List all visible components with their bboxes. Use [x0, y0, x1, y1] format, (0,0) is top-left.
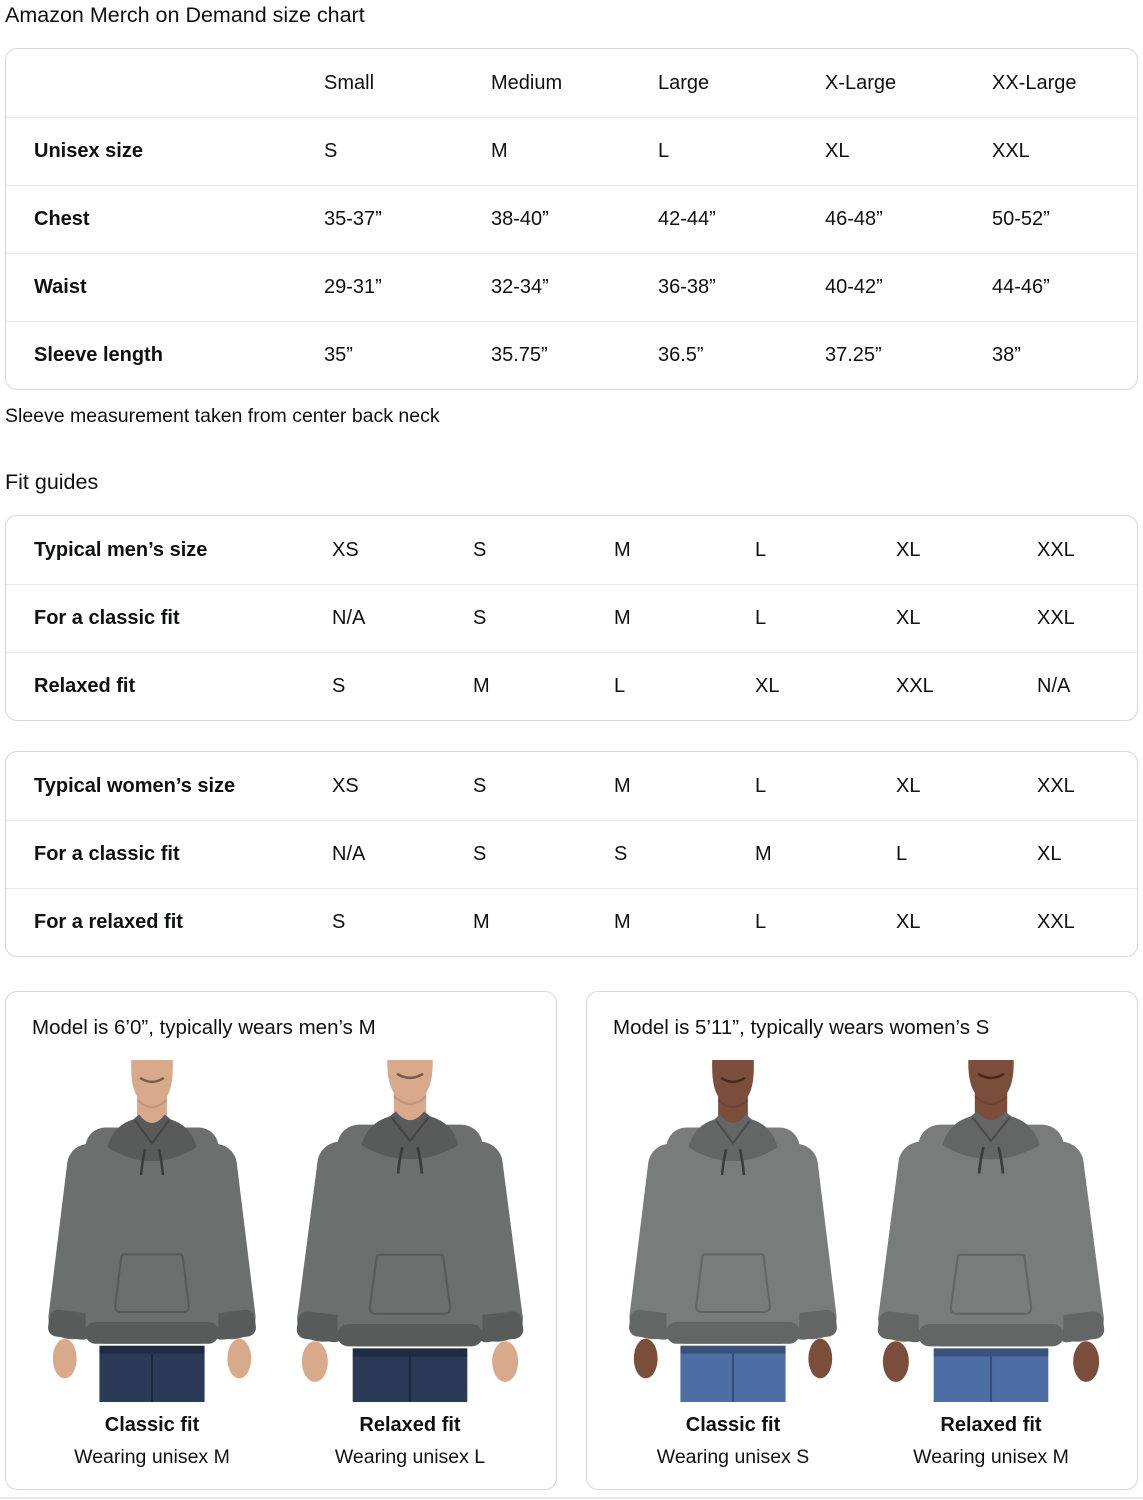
figures-row [609, 1060, 1115, 1469]
table-row-typical-womens-size [6, 752, 1137, 820]
size-cell: 36-38” [658, 276, 716, 298]
size-cell: L [658, 140, 670, 162]
fit-type-label: Relaxed fit [940, 1414, 1042, 1437]
size-cell: 35.75” [491, 344, 548, 366]
size-cell: S [473, 607, 487, 629]
size-cell: XS [332, 538, 359, 561]
size-cell: M [473, 675, 490, 697]
row-label: Unisex size [34, 140, 143, 162]
size-cell: L [755, 607, 767, 629]
size-cell: XS [332, 774, 359, 797]
size-cell: N/A [332, 843, 366, 865]
model-figure-relaxed [286, 1060, 534, 1469]
row-label: Typical women’s size [34, 774, 236, 797]
model-photo-relaxed [867, 1060, 1115, 1402]
column-header-small: Small [324, 71, 375, 94]
fit-guide-men-table [5, 515, 1138, 721]
size-cell: 46-48” [825, 208, 883, 230]
size-cell: M [473, 911, 490, 933]
table-row-typical-mens-size [6, 516, 1137, 584]
size-cell: 32-34” [491, 276, 549, 298]
size-cell: S [473, 538, 487, 561]
size-cell: 29-31” [324, 276, 382, 298]
fit-type-label: Relaxed fit [359, 1414, 461, 1437]
table-row-men-relaxed-fit [6, 652, 1137, 720]
model-figure-relaxed [867, 1060, 1115, 1469]
model-photo-relaxed [286, 1060, 534, 1402]
size-cell: S [332, 911, 346, 933]
size-cell: XL [896, 774, 921, 797]
size-cell: XL [896, 607, 921, 629]
table-row-waist [6, 253, 1137, 321]
table-row-unisex-size [6, 117, 1137, 185]
size-cell: XXL [1037, 774, 1075, 797]
size-cell: XXL [1037, 911, 1075, 933]
size-cell: 35-37” [324, 208, 382, 230]
model-figure-classic [609, 1060, 857, 1469]
row-label: Sleeve length [34, 344, 163, 366]
page-title: Amazon Merch on Demand size chart [5, 3, 365, 27]
size-cell: XL [825, 140, 850, 162]
size-cell: L [755, 774, 767, 797]
size-cell: 37.25” [825, 344, 882, 366]
table-row-sleeve-length [6, 321, 1137, 389]
size-cell: M [614, 538, 631, 561]
size-cell: XL [896, 538, 921, 561]
row-label: Chest [34, 208, 90, 230]
column-header-xx-large: XX-Large [992, 71, 1077, 94]
size-cell: M [614, 607, 631, 629]
row-label: Waist [34, 276, 87, 298]
model-figure-classic [28, 1060, 276, 1469]
table-row-women-classic-fit [6, 820, 1137, 888]
model-photo-classic [609, 1060, 857, 1402]
model-panel-men [5, 991, 557, 1490]
size-cell: L [614, 675, 626, 697]
size-cell: XXL [992, 140, 1030, 162]
wearing-label: Wearing unisex M [74, 1446, 230, 1469]
sleeve-note: Sleeve measurement taken from center back neck [5, 405, 440, 427]
size-cell: XXL [1037, 607, 1075, 629]
size-cell: 44-46” [992, 276, 1050, 298]
fit-type-label: Classic fit [685, 1414, 781, 1437]
size-cell: 50-52” [992, 208, 1050, 230]
size-cell: M [614, 911, 631, 933]
size-cell: M [755, 843, 772, 865]
size-cell: 38-40” [491, 208, 549, 230]
size-cell: XL [755, 675, 780, 697]
model-photo-classic [28, 1060, 276, 1402]
size-cell: XL [896, 911, 921, 933]
model-panels [5, 991, 1138, 1490]
row-label: Typical men’s size [34, 538, 208, 561]
row-label: Relaxed fit [34, 675, 136, 697]
row-label: For a relaxed fit [34, 911, 183, 933]
size-cell: S [473, 774, 487, 797]
size-cell: L [755, 911, 767, 933]
size-cell: L [755, 538, 767, 561]
size-cell: XXL [896, 675, 934, 697]
size-cell: 36.5” [658, 344, 704, 366]
size-cell: M [614, 774, 631, 797]
size-cell: 40-42” [825, 276, 883, 298]
size-cell: S [324, 140, 338, 162]
table-row-men-classic-fit [6, 584, 1137, 652]
bottom-divider [0, 1497, 1143, 1499]
column-header-medium: Medium [491, 71, 563, 94]
table-row-women-relaxed-fit [6, 888, 1137, 956]
row-label: For a classic fit [34, 607, 180, 629]
column-header-large: Large [658, 71, 710, 94]
size-cell: L [896, 843, 908, 865]
size-cell: 38” [992, 344, 1021, 366]
table-row-chest [6, 185, 1137, 253]
wearing-label: Wearing unisex L [334, 1446, 486, 1469]
size-cell: 42-44” [658, 208, 716, 230]
figures-row [28, 1060, 534, 1469]
size-cell: S [614, 843, 628, 865]
fit-guides-heading: Fit guides [5, 470, 99, 494]
size-chart-table [5, 48, 1138, 390]
row-label: For a classic fit [34, 843, 180, 865]
size-cell: XXL [1037, 538, 1075, 561]
size-cell: M [491, 140, 508, 162]
fit-guide-women-table [5, 751, 1138, 957]
size-cell: S [473, 843, 487, 865]
size-chart-header-row [6, 49, 1137, 117]
size-cell: 35” [324, 344, 353, 366]
size-cell: S [332, 675, 346, 697]
model-panel-women [586, 991, 1138, 1490]
size-cell: N/A [1037, 675, 1071, 697]
column-header-x-large: X-Large [825, 71, 897, 94]
fit-type-label: Classic fit [104, 1414, 200, 1437]
wearing-label: Wearing unisex M [913, 1446, 1069, 1469]
size-cell: N/A [332, 607, 366, 629]
panel-heading: Model is 5’11”, typically wears women’s S [613, 1016, 990, 1039]
size-cell: XL [1037, 843, 1062, 865]
panel-heading: Model is 6’0”, typically wears men’s M [32, 1016, 376, 1039]
wearing-label: Wearing unisex S [656, 1446, 810, 1469]
